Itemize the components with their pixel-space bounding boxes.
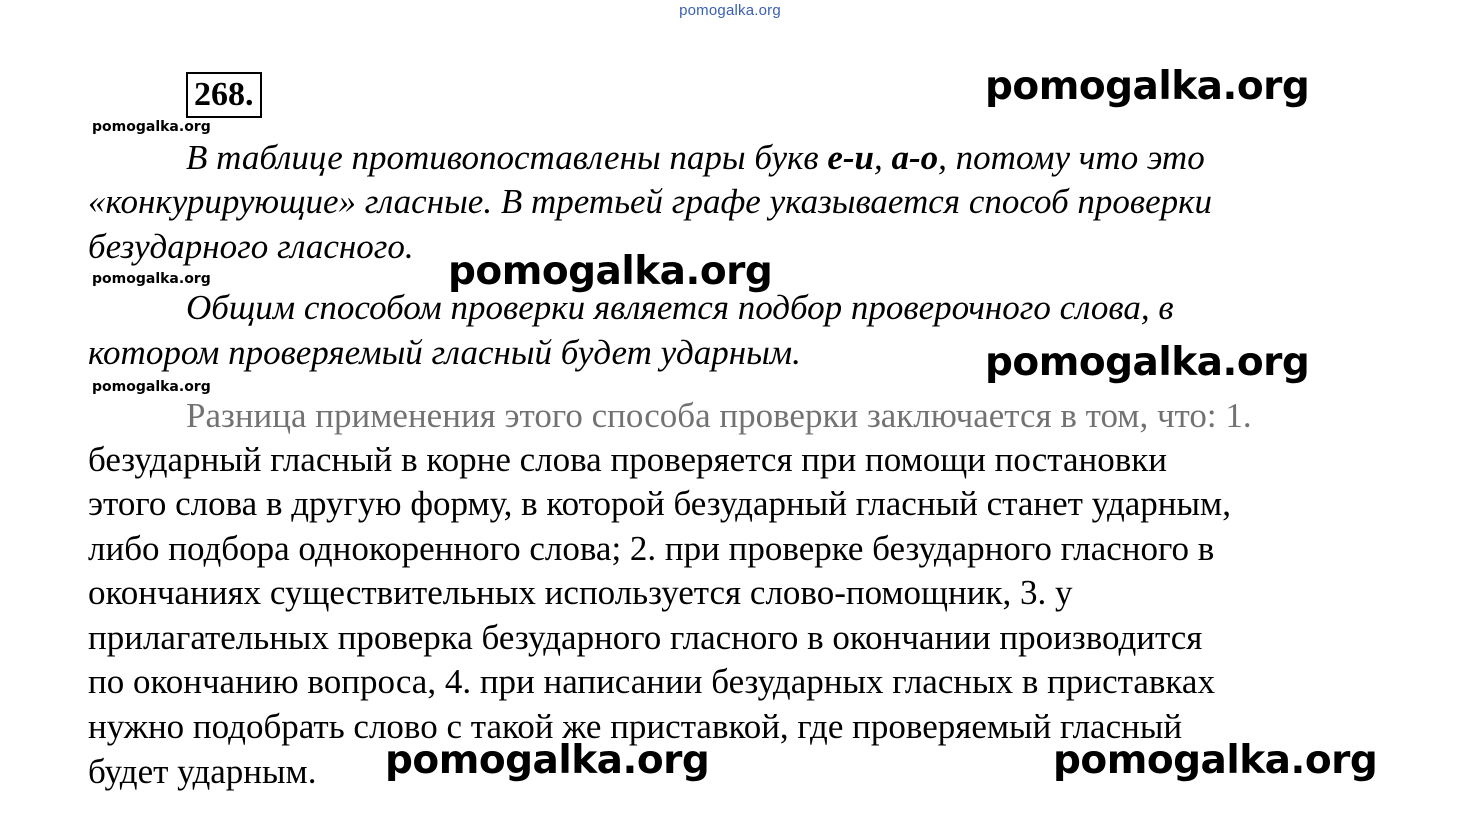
paragraph-1-separator: , (874, 138, 892, 177)
paragraph-1-line-1 (186, 136, 1205, 180)
paragraph-3-line: безударный гласный в корне слова проверяется при помощи постановки (88, 440, 1168, 479)
paragraph-1-line-3: безударного гласного. (88, 227, 414, 266)
watermark-large: pomogalka.org (1053, 738, 1378, 783)
paragraph-1-line-2: «конкурирующие» гласные. В третьей графе указывается способ проверки (88, 182, 1213, 221)
watermark-large: pomogalka.org (985, 64, 1310, 109)
watermark-large: pomogalka.org (448, 249, 773, 294)
letter-pair-a-o: а-о (891, 138, 939, 177)
task-number: 268. (186, 72, 262, 118)
paragraph-1-text: , потому что это (938, 138, 1205, 177)
watermark-large: pomogalka.org (985, 340, 1310, 385)
paragraph-3-line: этого слова в другую форму, в которой безударный гласный станет ударным, (88, 484, 1231, 523)
paragraph-3-line: Разница применения этого способа проверки заключается в том, что: 1. (186, 396, 1252, 435)
paragraph-3-line: либо подбора однокоренного слова; 2. при проверке безударного гласного в (88, 529, 1215, 568)
paragraph-3-line: прилагательных проверка безударного гласного в окончании производится (88, 618, 1203, 657)
paragraph-2-line-2: котором проверяемый гласный будет ударным. (88, 333, 801, 372)
letter-pair-e-i: е-и (827, 138, 875, 177)
watermark-large: pomogalka.org (385, 738, 710, 783)
paragraph-3-line: нужно подобрать слово с такой же приставкой, где проверяемый гласный (88, 707, 1183, 746)
watermark-small: pomogalka.org (92, 119, 211, 135)
paragraph-2-line-1: Общим способом проверки является подбор проверочного слова, в (186, 288, 1174, 327)
paragraph-3-line: по окончанию вопроса, 4. при написании безударных гласных в приставках (88, 662, 1215, 701)
paragraph-3-line: окончаниях существительных используется слово-помощник, 3. у (88, 573, 1073, 612)
paragraph-3-line: будет ударным. (88, 752, 317, 791)
paragraph-1-text: В таблице противопоставлены пары букв (186, 138, 828, 177)
top-watermark: pomogalka.org (679, 2, 781, 19)
watermark-small: pomogalka.org (92, 379, 211, 395)
watermark-small: pomogalka.org (92, 271, 211, 287)
